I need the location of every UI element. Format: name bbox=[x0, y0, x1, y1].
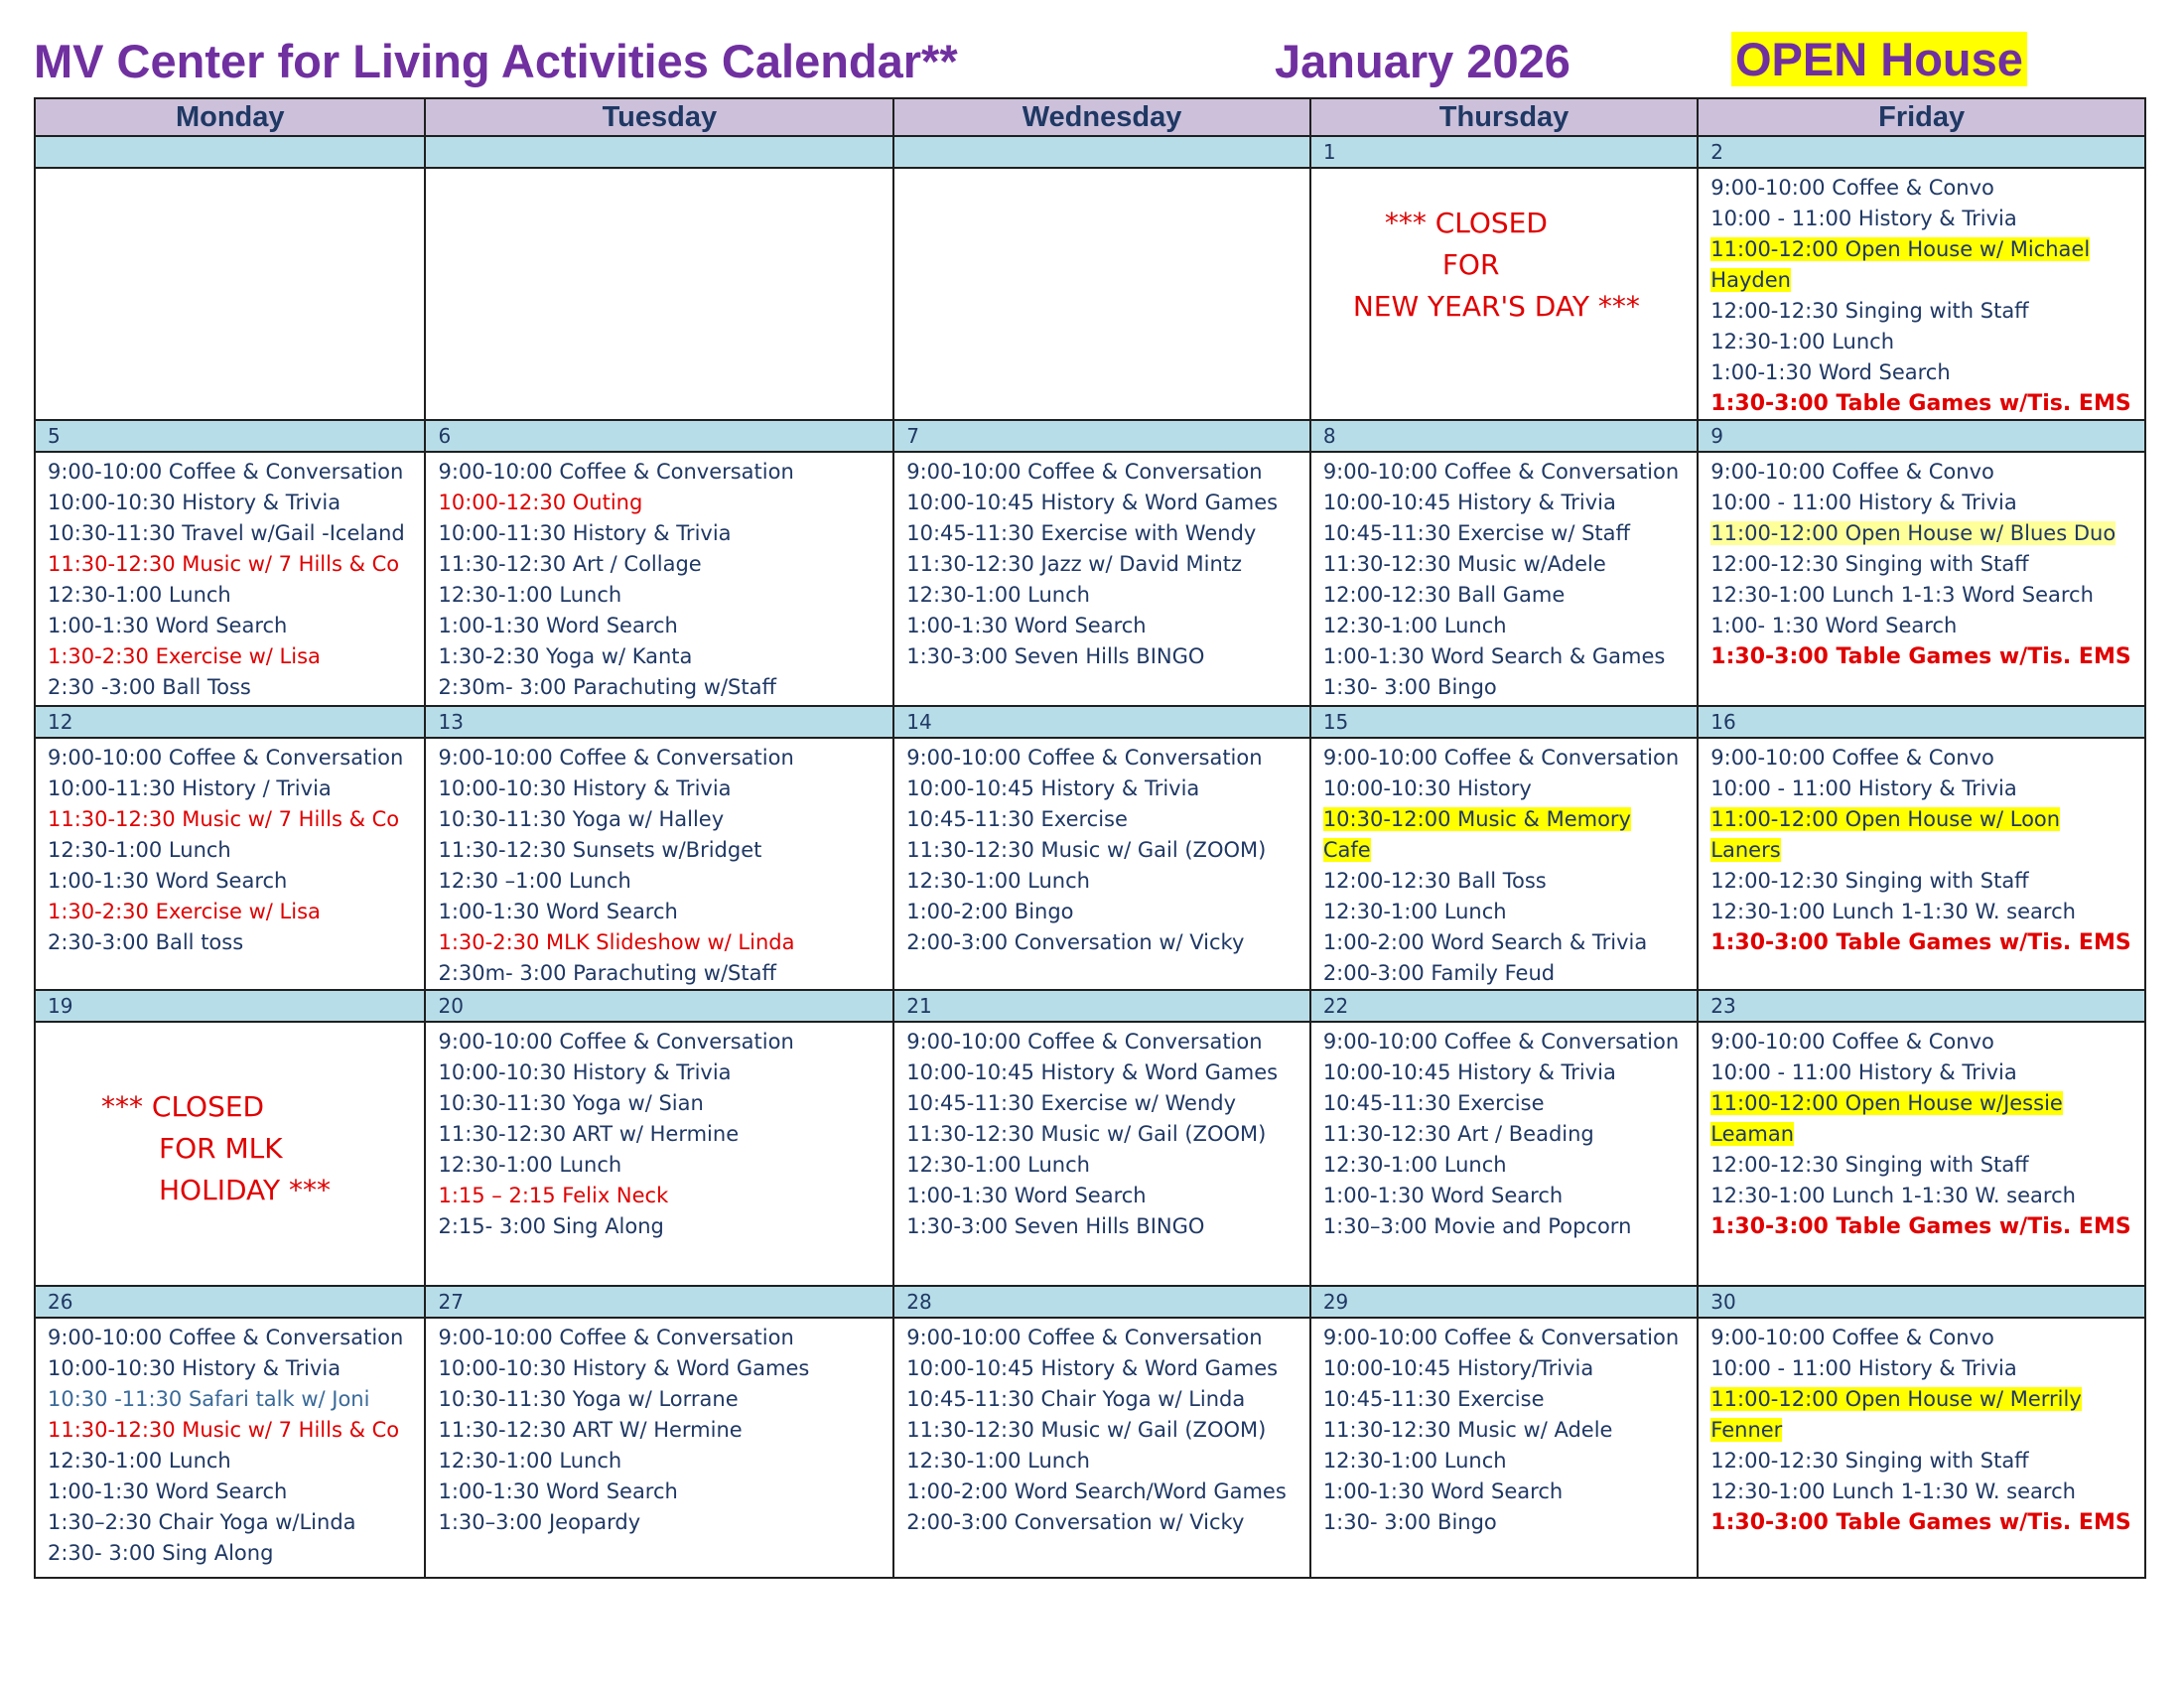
closed-notice: *** CLOSED bbox=[101, 1090, 265, 1123]
activity-item: 9:00-10:00 Coffee & Convo bbox=[1710, 176, 1994, 200]
activity-item: 9:00-10:00 Coffee & Convo bbox=[1710, 746, 1994, 770]
activity-item: 1:30-2:30 Exercise w/ Lisa bbox=[48, 644, 321, 668]
week-row bbox=[35, 1318, 2145, 1578]
activity-item: 10:30-11:30 Travel w/Gail -Iceland bbox=[48, 521, 405, 545]
activity-item: 11:30-12:30 Art / Collage bbox=[438, 552, 702, 576]
activity-item: 12:30-1:00 Lunch bbox=[1322, 614, 1507, 637]
activity-item: 10:00-10:30 History & Trivia bbox=[48, 1356, 341, 1380]
activity-item: 10:00-10:30 History & Trivia bbox=[438, 1060, 732, 1084]
day-cell bbox=[1698, 1318, 2145, 1578]
activity-item: 12:30-1:00 Lunch bbox=[906, 1449, 1090, 1473]
day-cell bbox=[1310, 1022, 1698, 1286]
activity-item: 10:45-11:30 Chair Yoga w/ Linda bbox=[906, 1387, 1246, 1411]
day-cell bbox=[425, 738, 893, 990]
day-cell bbox=[1698, 738, 2145, 990]
weekday-wednesday: Wednesday bbox=[893, 98, 1310, 136]
day-cell bbox=[35, 452, 425, 706]
activity-item: 1:30-3:00 Seven Hills BINGO bbox=[906, 644, 1205, 668]
activity-item: 1:15 – 2:15 Felix Neck bbox=[438, 1184, 669, 1207]
activity-item: 1:00- 1:30 Word Search bbox=[1710, 614, 1958, 637]
date-number: 28 bbox=[893, 1286, 1310, 1318]
activity-item: 10:45-11:30 Exercise with Wendy bbox=[906, 521, 1257, 545]
activity-item: 2:00-3:00 Conversation w/ Vicky bbox=[906, 1510, 1245, 1534]
activity-item: 2:30m- 3:00 Parachuting w/Staff bbox=[438, 675, 776, 699]
activity-item: 9:00-10:00 Coffee & Conversation bbox=[1322, 460, 1680, 484]
activity-item: 1:30-3:00 Table Games w/Tis. EMS bbox=[1710, 1510, 2131, 1535]
activity-item: 9:00-10:00 Coffee & Conversation bbox=[906, 1326, 1263, 1349]
activity-item: 9:00-10:00 Coffee & Convo bbox=[1710, 460, 1994, 484]
activity-item: 10:45-11:30 Exercise bbox=[1322, 1387, 1545, 1411]
activity-item: 1:30-3:00 Seven Hills BINGO bbox=[906, 1214, 1205, 1238]
activity-item: 10:00-10:45 History/Trivia bbox=[1322, 1356, 1594, 1380]
activity-item: 12:30 –1:00 Lunch bbox=[438, 869, 631, 893]
date-row bbox=[35, 990, 2145, 1022]
activity-item: 1:00-1:30 Word Search bbox=[438, 1479, 678, 1503]
activity-item: 12:00-12:30 Ball Toss bbox=[1322, 869, 1547, 893]
day-cell bbox=[35, 1318, 425, 1578]
activity-item: 10:30-11:30 Yoga w/ Sian bbox=[438, 1091, 704, 1115]
page-title: MV Center for Living Activities Calendar** bbox=[34, 35, 958, 87]
activity-item: 10:00-10:45 History & Word Games bbox=[906, 1060, 1279, 1084]
activity-item: 12:30-1:00 Lunch 1-1:30 W. search bbox=[1710, 900, 2076, 923]
activity-item: 10:30 -11:30 Safari talk w/ Joni bbox=[48, 1387, 370, 1411]
activity-item: 9:00-10:00 Coffee & Conversation bbox=[906, 1030, 1263, 1054]
activity-item: 9:00-10:00 Coffee & Conversation bbox=[1322, 1326, 1680, 1349]
activity-item: 12:30-1:00 Lunch bbox=[906, 869, 1090, 893]
activity-item: 1:00-2:00 Word Search & Trivia bbox=[1322, 930, 1648, 954]
activity-item: 10:00-10:45 History & Trivia bbox=[1322, 1060, 1616, 1084]
date-number: 5 bbox=[35, 420, 425, 452]
day-cell bbox=[425, 1022, 893, 1286]
open-house-badge: OPEN House bbox=[1731, 32, 2027, 86]
week-row bbox=[35, 1022, 2145, 1286]
date-row bbox=[35, 420, 2145, 452]
date-number: 21 bbox=[893, 990, 1310, 1022]
activity-item: 10:00-10:45 History & Word Games bbox=[906, 1356, 1279, 1380]
activity-item: 9:00-10:00 Coffee & Conversation bbox=[48, 746, 404, 770]
activity-item: 10:00-12:30 Outing bbox=[438, 491, 643, 514]
activity-item: 2:15- 3:00 Sing Along bbox=[438, 1214, 664, 1238]
activity-item: 10:00-10:45 History & Word Games bbox=[906, 491, 1279, 514]
activity-item: 11:30-12:30 Jazz w/ David Mintz bbox=[906, 552, 1243, 576]
activity-item: 1:00-1:30 Word Search bbox=[1322, 1184, 1564, 1207]
day-cell bbox=[425, 1318, 893, 1578]
date-number: 12 bbox=[35, 706, 425, 738]
activity-item: 12:30-1:00 Lunch bbox=[438, 1449, 622, 1473]
activity-item: 11:30-12:30 ART w/ Hermine bbox=[438, 1122, 740, 1146]
date-number bbox=[893, 136, 1310, 168]
date-row bbox=[35, 136, 2145, 168]
activity-item: 2:30m- 3:00 Parachuting w/Staff bbox=[438, 961, 776, 985]
activity-item: 1:30-2:30 MLK Slideshow w/ Linda bbox=[438, 930, 795, 954]
activity-item: 12:30-1:00 Lunch bbox=[48, 1449, 231, 1473]
day-cell bbox=[1310, 452, 1698, 706]
activity-item: 1:00-1:30 Word Search bbox=[48, 1479, 288, 1503]
activity-item: 12:00-12:30 Singing with Staff bbox=[1710, 552, 2029, 576]
activity-item: 11:30-12:30 Music w/ Gail (ZOOM) bbox=[906, 1418, 1267, 1442]
activity-item: 12:00-12:30 Singing with Staff bbox=[1710, 869, 2029, 893]
activity-item: 11:30-12:30 Music w/ 7 Hills & Co bbox=[48, 552, 400, 576]
activity-item: 12:30-1:00 Lunch bbox=[48, 838, 231, 862]
activity-item: 12:30-1:00 Lunch 1-1:30 W. search bbox=[1710, 1184, 2076, 1207]
day-cell bbox=[425, 452, 893, 706]
activity-item: 11:30-12:30 Music w/ Gail (ZOOM) bbox=[906, 838, 1267, 862]
activity-item: 1:30–2:30 Chair Yoga w/Linda bbox=[48, 1510, 356, 1534]
activity-item: 12:30-1:00 Lunch bbox=[438, 1153, 622, 1177]
date-number bbox=[425, 136, 893, 168]
activity-item: 9:00-10:00 Coffee & Convo bbox=[1710, 1030, 1994, 1054]
activity-item: 1:30- 3:00 Bingo bbox=[1322, 675, 1497, 699]
activity-item: 12:00-12:30 Singing with Staff bbox=[1710, 1449, 2029, 1473]
activity-item: 1:30-3:00 Table Games w/Tis. EMS bbox=[1710, 1214, 2131, 1239]
activity-item: 12:30-1:00 Lunch bbox=[48, 583, 231, 607]
activity-item: 2:00-3:00 Conversation w/ Vicky bbox=[906, 930, 1245, 954]
activity-item: 9:00-10:00 Coffee & Conversation bbox=[438, 746, 794, 770]
month-label: January 2026 bbox=[1275, 35, 1570, 87]
week-row bbox=[35, 168, 2145, 420]
date-number: 13 bbox=[425, 706, 893, 738]
activity-item: 11:30-12:30 Art / Beading bbox=[1322, 1122, 1594, 1146]
activity-item: 12:30-1:00 Lunch bbox=[906, 1153, 1090, 1177]
closed-notice: HOLIDAY *** bbox=[159, 1174, 332, 1206]
activity-item: 11:30-12:30 Sunsets w/Bridget bbox=[438, 838, 762, 862]
activity-item: Hayden bbox=[1710, 268, 1791, 292]
date-number: 23 bbox=[1698, 990, 2145, 1022]
activity-item: 12:30-1:00 Lunch bbox=[1322, 900, 1507, 923]
activity-item: 9:00-10:00 Coffee & Conversation bbox=[438, 1326, 794, 1349]
activity-item: 12:00-12:30 Singing with Staff bbox=[1710, 1153, 2029, 1177]
activity-item: 1:30-3:00 Table Games w/Tis. EMS bbox=[1710, 391, 2131, 416]
activity-item: 9:00-10:00 Coffee & Conversation bbox=[906, 460, 1263, 484]
activity-item: 1:00-1:30 Word Search bbox=[48, 869, 288, 893]
activity-item: 9:00-10:00 Coffee & Conversation bbox=[438, 460, 794, 484]
activity-item: 1:30–3:00 Movie and Popcorn bbox=[1322, 1214, 1632, 1238]
activity-item: 12:30-1:00 Lunch bbox=[438, 583, 622, 607]
day-cell bbox=[1310, 1318, 1698, 1578]
activity-item: 1:00-2:00 Bingo bbox=[906, 900, 1074, 923]
activity-item: 1:00-1:30 Word Search bbox=[906, 614, 1147, 637]
calendar-header bbox=[34, 30, 2158, 99]
activity-item: 12:30-1:00 Lunch 1-1:30 W. search bbox=[1710, 1479, 2076, 1503]
date-number: 6 bbox=[425, 420, 893, 452]
activity-item: Cafe bbox=[1322, 838, 1371, 862]
day-cell bbox=[1310, 168, 1698, 420]
day-cell bbox=[35, 738, 425, 990]
activity-item: 10:45-11:30 Exercise bbox=[1322, 1091, 1545, 1115]
activity-item: 11:00-12:00 Open House w/ Merrily bbox=[1710, 1387, 2082, 1411]
calendar-grid bbox=[34, 97, 2146, 1579]
date-row bbox=[35, 706, 2145, 738]
activity-item: 1:00-1:30 Word Search bbox=[1322, 1479, 1564, 1503]
activity-item: 10:45-11:30 Exercise w/ Wendy bbox=[906, 1091, 1237, 1115]
day-cell bbox=[893, 738, 1310, 990]
activity-item: 10:30-11:30 Yoga w/ Lorrane bbox=[438, 1387, 739, 1411]
activity-item: 1:00-1:30 Word Search bbox=[48, 614, 288, 637]
activity-item: 11:30-12:30 Music w/ 7 Hills & Co bbox=[48, 1418, 400, 1442]
activity-item: 1:00-1:30 Word Search & Games bbox=[1322, 644, 1666, 668]
activity-item: 11:00-12:00 Open House w/ Blues Duo bbox=[1710, 521, 2116, 545]
activity-item: 10:00 - 11:00 History & Trivia bbox=[1710, 1060, 2017, 1084]
activity-item: 2:00-3:00 Family Feud bbox=[1322, 961, 1556, 985]
date-number: 16 bbox=[1698, 706, 2145, 738]
activity-item: 9:00-10:00 Coffee & Conversation bbox=[438, 1030, 794, 1054]
week-row bbox=[35, 452, 2145, 706]
activity-item: 11:30-12:30 Music w/Adele bbox=[1322, 552, 1606, 576]
activity-item: 12:00-12:30 Ball Game bbox=[1322, 583, 1566, 607]
activity-item: 9:00-10:00 Coffee & Conversation bbox=[48, 1326, 404, 1349]
activity-item: 10:30-12:00 Music & Memory bbox=[1322, 807, 1631, 831]
day-cell bbox=[35, 1022, 425, 1286]
activity-item: 1:30–3:00 Jeopardy bbox=[438, 1510, 641, 1534]
day-cell bbox=[1698, 1022, 2145, 1286]
weekday-monday: Monday bbox=[35, 98, 425, 136]
activity-item: 9:00-10:00 Coffee & Conversation bbox=[48, 460, 404, 484]
activity-item: 10:45-11:30 Exercise bbox=[906, 807, 1128, 831]
activity-item: 1:30- 3:00 Bingo bbox=[1322, 1510, 1497, 1534]
activity-item: 10:00-11:30 History & Trivia bbox=[438, 521, 732, 545]
closed-notice: FOR bbox=[1441, 248, 1500, 281]
date-number: 20 bbox=[425, 990, 893, 1022]
activity-item: 9:00-10:00 Coffee & Conversation bbox=[906, 746, 1263, 770]
activity-item: 10:00 - 11:00 History & Trivia bbox=[1710, 1356, 2017, 1380]
date-number bbox=[35, 136, 425, 168]
activity-item: 12:30-1:00 Lunch 1-1:3 Word Search bbox=[1710, 583, 2094, 607]
activity-item: 1:00-1:30 Word Search bbox=[906, 1184, 1147, 1207]
activity-item: 11:00-12:00 Open House w/Jessie bbox=[1710, 1091, 2063, 1115]
activity-item: 12:30-1:00 Lunch bbox=[1322, 1449, 1507, 1473]
activity-item: 1:30-3:00 Table Games w/Tis. EMS bbox=[1710, 644, 2131, 669]
activity-item: 11:30-12:30 Music w/ Adele bbox=[1322, 1418, 1613, 1442]
activity-item: 10:00-10:45 History & Trivia bbox=[906, 776, 1200, 800]
date-number: 22 bbox=[1310, 990, 1698, 1022]
activity-item: 10:00-10:45 History & Trivia bbox=[1322, 491, 1616, 514]
activity-item: 10:00 - 11:00 History & Trivia bbox=[1710, 491, 2017, 514]
date-row bbox=[35, 1286, 2145, 1318]
date-number: 8 bbox=[1310, 420, 1698, 452]
activity-item: 1:00-1:30 Word Search bbox=[438, 614, 678, 637]
activity-item: 11:30-12:30 ART W/ Hermine bbox=[438, 1418, 743, 1442]
activity-item: 1:00-1:30 Word Search bbox=[438, 900, 678, 923]
activity-item: Fenner bbox=[1710, 1418, 1783, 1442]
activity-item: 12:30-1:00 Lunch bbox=[1710, 330, 1895, 353]
activity-item: 1:00-1:30 Word Search bbox=[1710, 360, 1951, 384]
day-cell bbox=[1310, 738, 1698, 990]
activity-item: 1:30-3:00 Table Games w/Tis. EMS bbox=[1710, 930, 2131, 955]
activity-item: 11:00-12:00 Open House w/ Loon bbox=[1710, 807, 2061, 831]
date-number: 9 bbox=[1698, 420, 2145, 452]
day-cell bbox=[35, 168, 425, 420]
closed-notice: NEW YEAR'S DAY *** bbox=[1352, 290, 1640, 323]
day-cell bbox=[1698, 452, 2145, 706]
date-number: 30 bbox=[1698, 1286, 2145, 1318]
activity-item: 1:00-2:00 Word Search/Word Games bbox=[906, 1479, 1287, 1503]
date-number: 14 bbox=[893, 706, 1310, 738]
activity-item: 10:00 - 11:00 History & Trivia bbox=[1710, 207, 2017, 230]
day-cell bbox=[425, 168, 893, 420]
activity-item: 12:00-12:30 Singing with Staff bbox=[1710, 299, 2029, 323]
day-cell bbox=[893, 1318, 1310, 1578]
activity-item: 9:00-10:00 Coffee & Convo bbox=[1710, 1326, 1994, 1349]
activity-item: 10:45-11:30 Exercise w/ Staff bbox=[1322, 521, 1630, 545]
activity-item: 2:30- 3:00 Sing Along bbox=[48, 1541, 274, 1565]
date-number: 19 bbox=[35, 990, 425, 1022]
closed-notice: FOR MLK bbox=[159, 1132, 283, 1165]
activity-item: 10:00-11:30 History / Trivia bbox=[48, 776, 332, 800]
day-cell bbox=[1698, 168, 2145, 420]
date-number: 2 bbox=[1698, 136, 2145, 168]
weekday-friday: Friday bbox=[1698, 98, 2145, 136]
activity-item: 1:30-2:30 Yoga w/ Kanta bbox=[438, 644, 693, 668]
week-row bbox=[35, 738, 2145, 990]
activity-item: 10:00-10:30 History & Trivia bbox=[438, 776, 732, 800]
activity-item: 10:00-10:30 History bbox=[1322, 776, 1532, 800]
activity-item: 11:00-12:00 Open House w/ Michael bbox=[1710, 237, 2091, 261]
day-cell bbox=[893, 452, 1310, 706]
weekday-tuesday: Tuesday bbox=[425, 98, 893, 136]
activity-item: Leaman bbox=[1710, 1122, 1795, 1146]
date-number: 1 bbox=[1310, 136, 1698, 168]
activity-item: 11:30-12:30 Music w/ Gail (ZOOM) bbox=[906, 1122, 1267, 1146]
activity-item: 1:30-2:30 Exercise w/ Lisa bbox=[48, 900, 321, 923]
date-number: 29 bbox=[1310, 1286, 1698, 1318]
activity-item: 2:30-3:00 Ball toss bbox=[48, 930, 244, 954]
date-number: 26 bbox=[35, 1286, 425, 1318]
day-cell bbox=[893, 1022, 1310, 1286]
activity-item: Laners bbox=[1710, 838, 1781, 862]
weekday-thursday: Thursday bbox=[1310, 98, 1698, 136]
activity-item: 10:30-11:30 Yoga w/ Halley bbox=[438, 807, 725, 831]
activity-item: 10:00-10:30 History & Trivia bbox=[48, 491, 341, 514]
day-cell bbox=[893, 168, 1310, 420]
activity-item: 10:00-10:30 History & Word Games bbox=[438, 1356, 810, 1380]
activity-item: 9:00-10:00 Coffee & Conversation bbox=[1322, 1030, 1680, 1054]
date-number: 15 bbox=[1310, 706, 1698, 738]
activity-item: 12:30-1:00 Lunch bbox=[906, 583, 1090, 607]
activity-item: 12:30-1:00 Lunch bbox=[1322, 1153, 1507, 1177]
activity-item: 2:30 -3:00 Ball Toss bbox=[48, 675, 251, 699]
date-number: 7 bbox=[893, 420, 1310, 452]
activity-item: 9:00-10:00 Coffee & Conversation bbox=[1322, 746, 1680, 770]
activity-item: 10:00 - 11:00 History & Trivia bbox=[1710, 776, 2017, 800]
weekday-header-row bbox=[35, 98, 2145, 136]
date-number: 27 bbox=[425, 1286, 893, 1318]
closed-notice: *** CLOSED bbox=[1384, 207, 1548, 239]
activity-item: 11:30-12:30 Music w/ 7 Hills & Co bbox=[48, 807, 400, 831]
